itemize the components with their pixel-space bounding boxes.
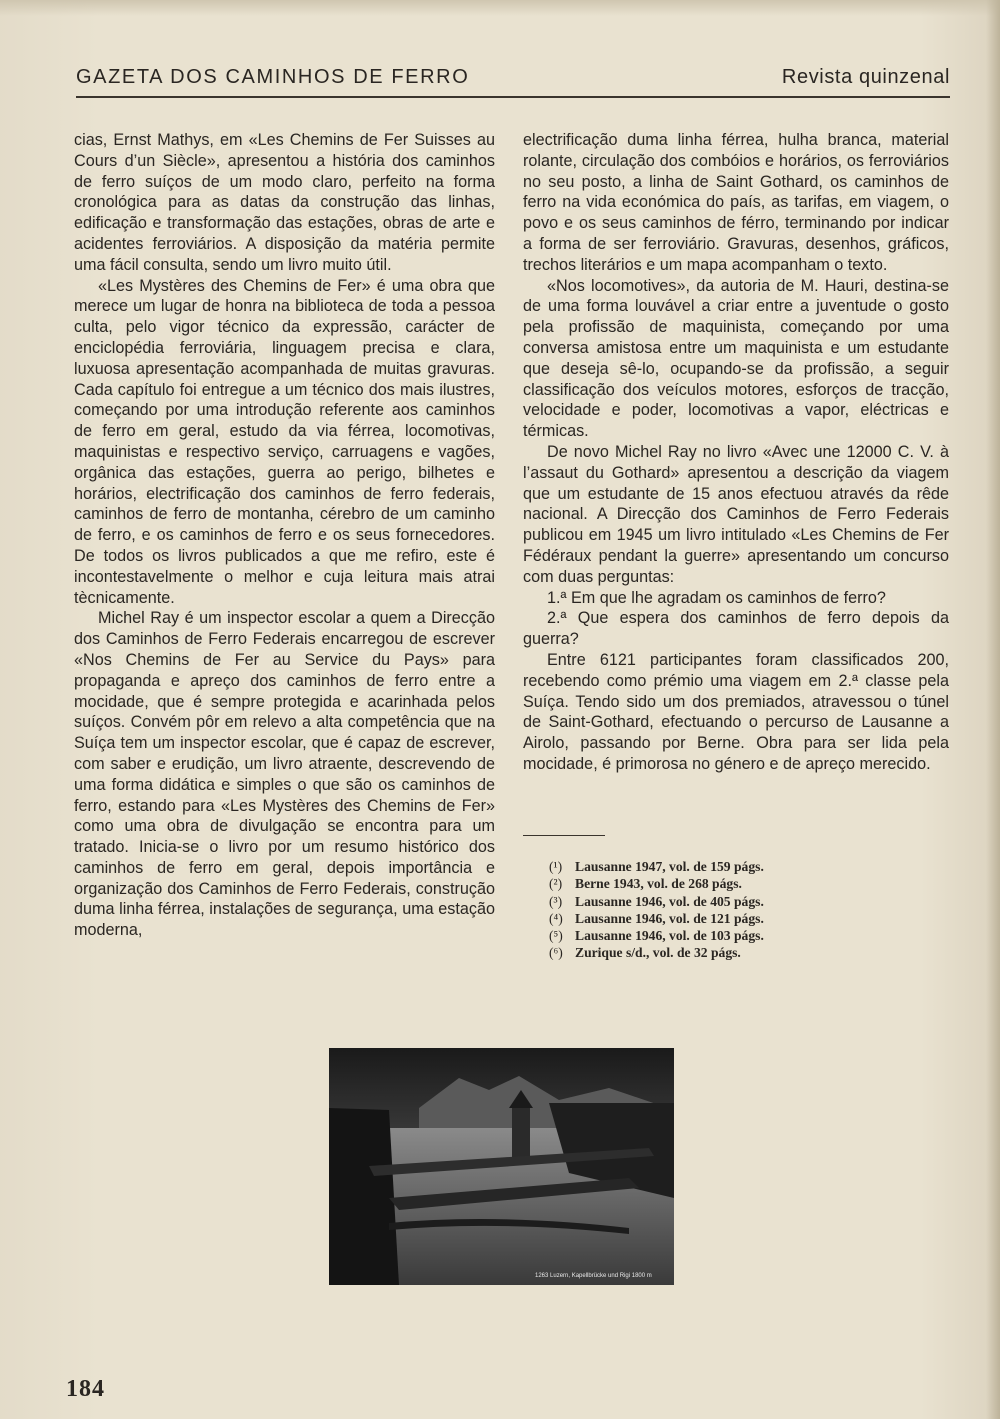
- paragraph: Entre 6121 participantes foram classificados 200, recebendo como prémio uma viagem em 2.ª classe pela Suíça. Tendo sido um dos premiados, atravessou o túnel de Saint-Gothard, efectuando o percurso de Lausanne a Airolo, passando por Berne. Obra para ser lida pela mocidade, é primorosa no género e de apreço merecido.: [523, 650, 949, 773]
- footnote-text: Lausanne 1947, vol. de 159 págs.: [575, 859, 764, 874]
- running-header: [76, 66, 950, 94]
- footnote-text: Lausanne 1946, vol. de 121 págs.: [575, 910, 764, 926]
- footnote-mark: (⁶): [549, 945, 563, 961]
- right-column: [523, 130, 949, 775]
- footnote: [549, 910, 909, 927]
- periodicity-label: Revista quinzenal: [781, 66, 950, 88]
- lucerne-bridge-photo: [329, 1048, 674, 1285]
- page-number: 184: [66, 1376, 105, 1402]
- footnote-text: Zurique s/d., vol. de 32 págs.: [575, 945, 741, 961]
- page-edge-shadow-top: [0, 0, 1000, 16]
- paragraph: electrificação duma linha férrea, hulha branca, material rolante, circulação dos combóios e horários, os ferroviários no seu posto, a linha de Saint Gothard, os caminhos de ferro na vida económica do país, as tarifas, em viagem, o povo e os seus caminhos de férro, terminando por indicar a forma de ser ferroviário. Gravuras, desenhos, gráficos, trechos literários e um mapa acompanham o texto.: [523, 131, 949, 274]
- photo-illustration: [329, 1048, 674, 1285]
- footnote-text: Berne 1943, vol. de 268 págs.: [575, 876, 742, 892]
- paragraph: Michel Ray é um inspector escolar a quem a Direcção dos Caminhos de Ferro Federais encarregou de escrever «Nos Chemins de Fer au Service du Pays» para propaganda e apreço dos caminhos de ferro entre a mocidade, que é sempre protegida e acarinhada pelos suíços. Convém pôr em relevo a alta competência que na Suíça tem um inspector escolar, que é capaz de escrever, com saber e erudição, um livro atraente, descrevendo de uma forma didática e simples o que são os caminhos de ferro, estando para «Les Mystères des Chemins de Fer» como uma obra de divulgação se encontra para um tratado. Inicia-se o livro por um resumo histórico dos caminhos de ferro em geral, depois importância e organização dos Caminhos de Ferro Federais, construção duma linha férrea, instalações de segurança, uma estação moderna,: [74, 609, 495, 940]
- header-rule: [76, 96, 950, 98]
- footnote-mark: (⁵): [549, 928, 563, 944]
- footnote-mark: (¹): [549, 859, 563, 874]
- footnote: [549, 893, 909, 910]
- footnote: [549, 927, 909, 944]
- paragraph: De novo Michel Ray no livro «Avec une 12000 C. V. à l’assaut du Gothard» apresentou a descrição da viagem que um estudante de 15 anos efectuou através da rêde nacional. A Direcção dos Caminhos de Ferro Federais publicou em 1945 um livro intitulado «Les Chemins de Fer Fédéraux pendant la guerre» apresentando um concurso com duas perguntas:: [523, 442, 949, 586]
- footnote-text: Lausanne 1946, vol. de 405 págs.: [575, 893, 764, 909]
- left-column: [74, 130, 495, 941]
- footnote-mark: (³): [549, 893, 563, 909]
- survey-question-1: 1.ª Em que lhe agradam os caminhos de ferro?: [547, 588, 886, 607]
- footnote-mark: (⁴): [549, 910, 563, 926]
- footnote-mark: (²): [549, 876, 563, 892]
- footnote: [549, 944, 909, 961]
- footnote: [549, 875, 909, 892]
- paragraph: «Nos locomotives», da autoria de M. Hauri, destina-se de uma forma louvável a criar entre a juventude o gosto pela profissão de maquinista, começando por uma conversa amistosa entre um maquinista e um estudante que deseja sê-lo, ocupando-se da profissão, a seguir classificação dos veículos motores, esforços de tracção, velocidade e poder, locomotivas a vapor, eléctricas e térmicas.: [523, 276, 949, 441]
- journal-title: GAZETA DOS CAMINHOS DE FERRO: [76, 66, 470, 88]
- page-edge-shadow-right: [986, 0, 1000, 1419]
- footnotes: [549, 858, 909, 962]
- paragraph: cias, Ernst Mathys, em «Les Chemins de Fer Suisses au Cours d’un Siècle», apresentou a história dos caminhos de ferro suíços de um modo claro, perfeito na forma cronológica para as datas da construção das linhas, edificação e transformação das estações, obras de arte e acidentes ferroviários. A disposição da matéria permite uma fácil consulta, sendo um livro muito útil.: [74, 131, 495, 274]
- footnote-text: Lausanne 1946, vol. de 103 págs.: [575, 928, 764, 944]
- footnote-rule: [523, 835, 605, 836]
- paragraph: «Les Mystères des Chemins de Fer» é uma obra que merece um lugar de honra na biblioteca de toda a pessoa culta, pelo vigor técnico da expressão, carácter de enciclopédia ferroviária, linguagem precisa e clara, luxuosa apresentação acompanhada de muitas gravuras. Cada capítulo foi entregue a um técnico dos mais ilustres, começando por uma introdução referente aos caminhos de ferro em geral, estudo da via férrea, locomotivas, maquinistas e respectivo serviço, carruagens e vagões, orgânica das estações, guerra ao perigo, bilhetes e horários, electrificação dos caminhos de ferro federais, caminhos de ferro de montanha, cérebro de um caminho de ferro, e os caminhos de ferro e os seus fornecedores. De todos os livros publicados a que me refiro, este é incontestavelmente o melhor e cuja leitura mais atrai tècnicamente.: [74, 276, 495, 607]
- survey-question-2: 2.ª Que espera dos caminhos de ferro depois da guerra?: [523, 609, 949, 649]
- footnote: [549, 858, 909, 875]
- photo-caption: 1263 Luzern, Kapellbrücke und Rigi 1800 m: [535, 1273, 652, 1279]
